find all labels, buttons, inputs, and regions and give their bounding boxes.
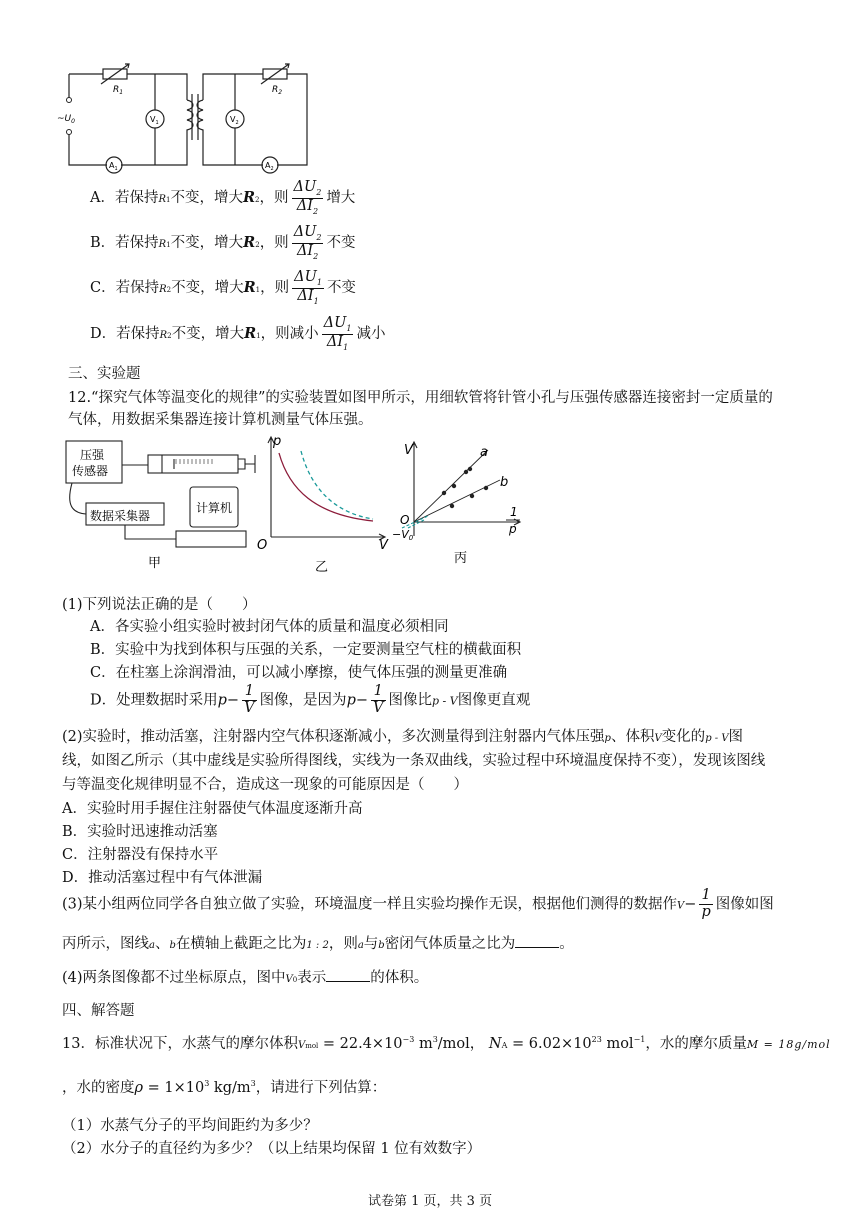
section-4-heading: 四、解答题 xyxy=(62,1003,135,1019)
axis-v-label: V xyxy=(379,538,388,553)
q12-part2-option-d: D．推动活塞过程中有气体泄漏 xyxy=(62,870,263,886)
page-footer: 试卷第 1 页，共 3 页 xyxy=(368,1194,493,1209)
figure-bing-v-inverse-p-graph xyxy=(392,436,532,571)
answer-blank-4 xyxy=(326,969,370,982)
answer-blank-3 xyxy=(515,935,559,948)
q11-option: D．若保持R2不变，增大R1，则减小 $\frac{\Delta U_1}{\Delta I_1}$ 减小 xyxy=(90,315,386,352)
axis-v-label-bing: V xyxy=(404,443,413,458)
axis-frac-den: p xyxy=(509,522,517,536)
v1-label: V xyxy=(150,115,156,124)
q12-part2-option-b: B．实验时迅速推动活塞 xyxy=(62,824,218,840)
v2-label: V xyxy=(230,115,236,124)
figure-jia-apparatus xyxy=(62,435,262,575)
q12-part1-option-c: C．在柱塞上涂润滑油，可以减小摩擦，使气体压强的测量更准确 xyxy=(90,665,508,681)
collector-label: 数据采集器 xyxy=(90,509,151,523)
section-3-heading: 三、实验题 xyxy=(68,366,141,382)
q12-part1-option-d: D．处理数据时采用p− $\frac{1}{V}$ 图像，是因为p− $\frac{1}{V}$ 图像比p - V图像更直观 xyxy=(90,683,531,716)
figure-yi-pv-graph xyxy=(255,433,395,578)
q12-part1-option-a: A．各实验小组实验时被封闭气体的质量和温度必须相同 xyxy=(90,619,449,635)
q13-line2: ，水的密度$\rho = 1\times 10^3$ $kg/m^3$，请进行下列估算： xyxy=(62,1079,387,1096)
q12-part4: (4)两条图像都不过坐标原点，图中V0表示 的体积。 xyxy=(62,970,429,986)
axis-frac-num: 1 xyxy=(510,505,518,519)
transformer-circuit-diagram xyxy=(55,62,325,182)
q12-part2-line3: 与等温变化规律明显不合，造成这一现象的可能原因是（ ） xyxy=(62,777,468,793)
r2-label: R xyxy=(272,85,279,95)
q12-part1-stem: (1)下列说法正确的是（ ） xyxy=(62,597,257,613)
axis-p-label: p xyxy=(273,434,282,449)
svg-text:R1: $R_1$ xyxy=(113,85,124,96)
q13-line1: 13．标准状况下，水蒸气的摩尔体积Vmol = $22.4\times 10^{-3}$ $m^3$/mol， NA = $6.02\times 10^{23}$ mol$^{-1}$，水的摩尔质量M = 18g/mol xyxy=(62,1035,831,1052)
a1-label: A xyxy=(109,161,115,170)
line-a-label: a xyxy=(480,445,488,460)
q12-part3-line2: 丙所示，图线a、b在横轴上截距之比为1 : 2，则a与b密闭气体质量之比为 。 xyxy=(62,936,574,952)
svg-text:−V0: −V0 xyxy=(392,528,414,542)
q13-sub2: （2）水分子的直径约为多少？（以上结果均保留 1 位有效数字） xyxy=(62,1141,482,1157)
source-label: ~U xyxy=(57,114,72,124)
svg-text:~U0: $\sim U_0$ xyxy=(57,114,75,125)
v0-label: −V xyxy=(392,528,409,541)
q11-option: B．若保持R1不变，增大R2，则 $\frac{\Delta U_2}{\Delta I_2}$ 不变 xyxy=(90,224,356,261)
q12-part2-line1: (2)实验时，推动活塞，注射器内空气体积逐渐减小，多次测量得到注射器内气体压强p、体积V变化的p - V图 xyxy=(62,729,744,745)
sensor-label-1: 压强 xyxy=(80,448,105,462)
computer-label: 计算机 xyxy=(196,501,233,515)
svg-text:A1: $A_1$ xyxy=(109,161,118,172)
q12-part1-option-b: B．实验中为找到体积与压强的关系，一定要测量空气柱的横截面积 xyxy=(90,642,522,658)
q12-stem-line2: 气体，用数据采集器连接计算机测量气体压强。 xyxy=(68,412,373,428)
a2-label: A xyxy=(265,161,271,170)
q12-part2-option-c: C．注射器没有保持水平 xyxy=(62,847,219,863)
q12-part2-option-a: A．实验时用手握住注射器使气体温度逐渐升高 xyxy=(62,801,363,817)
q12-part2-line2: 线，如图乙所示（其中虚线是实验所得图线，实线为一条双曲线，实验过程中环境温度保持不变），发现该图线 xyxy=(62,753,766,769)
svg-text:V2: $V_2$ xyxy=(230,115,239,126)
figure-yi-label: 乙 xyxy=(315,560,329,575)
r1-label: R xyxy=(113,85,120,95)
q12-part3-line1: (3)某小组两位同学各自独立做了实验，环境温度一样且实验均操作无误，根据他们测得的数据作V− $\frac{1}{p}$ 图像如图 xyxy=(62,887,774,920)
figure-jia-label: 甲 xyxy=(148,556,162,571)
origin-label: O xyxy=(257,538,268,553)
sensor-label-2: 传感器 xyxy=(72,464,109,478)
q11-option: A．若保持R1不变，增大R2，则 $\frac{\Delta U_2}{\Delta I_2}$ 增大 xyxy=(90,179,356,216)
q11-option: C．若保持R2不变，增大R1，则 $\frac{\Delta U_1}{\Delta I_1}$ 不变 xyxy=(90,269,356,306)
q13-sub1: （1）水蒸气分子的平均间距约为多少？ xyxy=(62,1118,318,1134)
q12-stem-line1: 12.“探究气体等温变化的规律”的实验装置如图甲所示，用细软管将针管小孔与压强传感器连接密封一定质量的 xyxy=(68,390,773,406)
svg-text:R2: $R_2$ xyxy=(272,85,283,96)
figure-bing-label: 丙 xyxy=(454,551,468,566)
svg-text:A2: $A_2$ xyxy=(265,161,274,172)
svg-text:V1: $V_1$ xyxy=(150,115,159,126)
line-b-label: b xyxy=(500,475,509,490)
origin-label-bing: O xyxy=(400,513,410,527)
